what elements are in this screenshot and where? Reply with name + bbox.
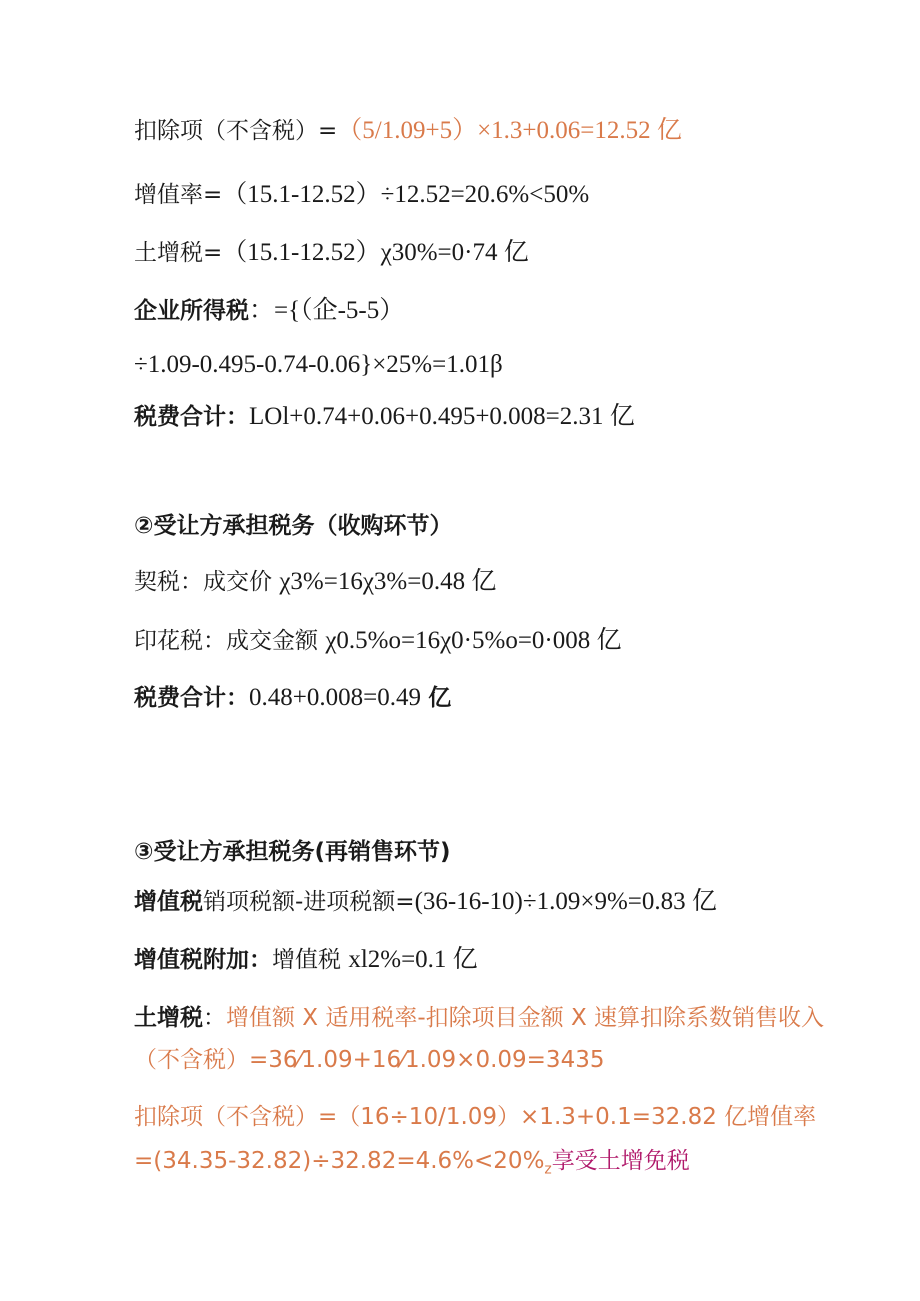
stamp-tax-label: 印花税：成交金额 xyxy=(134,628,326,654)
land-tax-resale-line xyxy=(134,1003,824,1033)
deduction-label: 扣除项（不含税）= xyxy=(134,118,338,144)
total-tax-label-2: 税费合计： xyxy=(134,685,249,711)
total-tax-line-2 xyxy=(134,683,451,713)
land-tax-label: 土增税= xyxy=(134,240,223,266)
vat-rate-resale-formula: =(34.35-32.82)÷32.82=4.6%<20% xyxy=(134,1148,545,1174)
revenue-formula: （不含税）=36⁄1.09+16⁄1.09×0.09=3435 xyxy=(134,1047,605,1073)
vat-rate-resale-line xyxy=(134,1146,690,1185)
section-heading-resale: ③受让方承担税务(再销售环节) xyxy=(134,839,451,865)
stamp-tax-line xyxy=(134,626,622,656)
income-tax-formula-start: ：={（企-5-5） xyxy=(249,297,405,324)
total-tax-label-1: 税费合计： xyxy=(134,404,249,430)
vat-rate-resale-sub: z xyxy=(544,1161,552,1178)
vat-rate-formula: （15.1-12.52）÷12.52=20.6%<50% xyxy=(222,181,590,208)
stamp-tax-formula: χ0.5%o=16χ0·5%o=0·008 亿 xyxy=(325,627,622,654)
deed-tax-line xyxy=(134,567,496,597)
deduction-formula: （5/1.09+5）×1.3+0.06=12.52 亿 xyxy=(337,117,682,144)
deduction-resale-line xyxy=(134,1102,816,1132)
revenue-line xyxy=(134,1045,604,1075)
total-tax-formula-1: LOl+0.74+0.06+0.495+0.008=2.31 亿 xyxy=(249,403,635,430)
total-tax-formula-2: 0.48+0.008=0.49 xyxy=(249,684,421,711)
land-tax-resale-label: 土增税 xyxy=(134,1005,203,1031)
deed-tax-formula: χ3%=16χ3%=0.48 亿 xyxy=(279,568,497,595)
income-tax-line xyxy=(134,296,404,326)
income-tax-formula-end: ÷1.09-0.495-0.74-0.06}×25%=1.01β xyxy=(134,351,503,378)
total-tax-unit-2: 亿 xyxy=(428,685,452,711)
vat-surcharge-formula: xl2%=0.1 亿 xyxy=(348,946,478,973)
exemption-note: 享受土增免税 xyxy=(551,1148,690,1174)
land-tax-formula: （15.1-12.52）χ30%=0·74 亿 xyxy=(222,239,529,266)
total-tax-line-1 xyxy=(134,402,635,432)
deduction-line xyxy=(134,116,682,146)
land-tax-line xyxy=(134,238,529,268)
section-heading-acquisition: ②受让方承担税务（收购环节） xyxy=(134,513,453,539)
vat-rate-label: 增值率= xyxy=(134,182,223,208)
income-tax-label: 企业所得税 xyxy=(134,298,249,324)
vat-surcharge-text: 增值税 xyxy=(272,947,349,973)
deduction-resale-formula: 扣除项（不含税）=（16÷10/1.09）×1.3+0.1=32.82 亿增值率 xyxy=(134,1104,817,1130)
vat-text: 销项税额-进项税额= xyxy=(203,889,415,915)
vat-label: 增值税 xyxy=(134,889,203,915)
vat-line xyxy=(134,887,717,917)
deed-tax-label: 契税：成交价 xyxy=(134,569,280,595)
land-tax-resale-formula: 增值额 X 适用税率-扣除项目金额 X 速算扣除系数销售收入 xyxy=(226,1005,825,1031)
vat-surcharge-line xyxy=(134,945,478,975)
vat-surcharge-label: 增值税附加： xyxy=(134,947,272,973)
vat-formula: (36-16-10)÷1.09×9%=0.83 亿 xyxy=(414,888,717,915)
income-tax-continuation xyxy=(134,350,503,380)
vat-rate-line xyxy=(134,180,589,210)
land-tax-resale-colon: ： xyxy=(203,1005,226,1031)
